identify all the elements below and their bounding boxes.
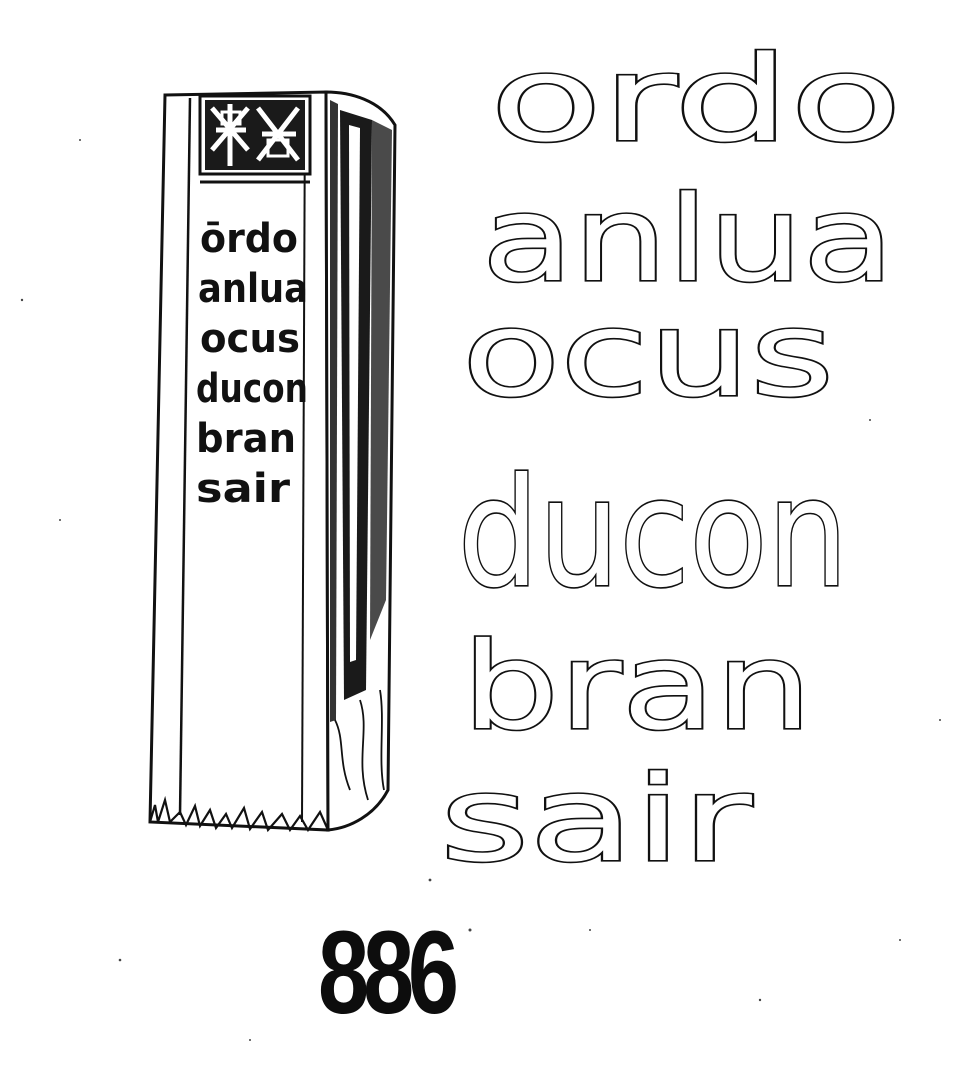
stone-line-2: anlua (198, 266, 308, 312)
stone-line-3: ocus (200, 316, 300, 362)
transcription-line-2: anlua (482, 170, 894, 308)
transcription (440, 30, 902, 888)
stone-line-4: ducon (196, 366, 308, 412)
stone-line-5: bran (196, 416, 296, 462)
stone-pillar (150, 92, 395, 830)
figure-number: 886 (318, 907, 453, 1039)
transcription-line-3: ocus (462, 285, 834, 423)
transcription-line-5: bran (462, 618, 812, 757)
transcription-line-4: ducon (458, 447, 848, 621)
stone-line-1: ōrdo (200, 216, 298, 262)
transcription-line-6: sair (440, 750, 753, 888)
transcription-line-1: ordo (490, 30, 902, 168)
stone-line-6: sair (196, 466, 291, 512)
